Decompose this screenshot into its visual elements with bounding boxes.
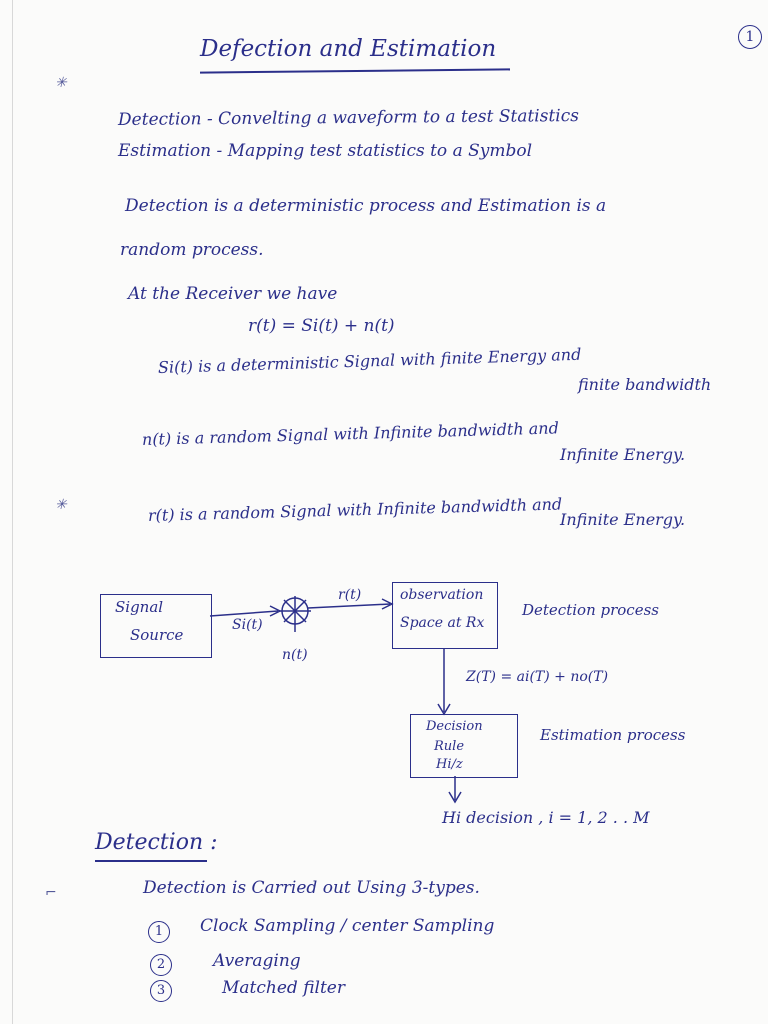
observation-line1: observation: [400, 587, 484, 603]
rt-label: r(t): [338, 587, 362, 603]
margin-star-mark: ✳: [55, 75, 67, 91]
z-equation: Z(T) = ai(T) + no(T): [466, 669, 609, 685]
receiver-equation: r(t) = Si(t) + n(t): [248, 316, 395, 336]
nt-label: n(t): [282, 647, 308, 663]
detection-definition: Detection - Convelting a waveform to a test Statistics: [117, 105, 580, 131]
detection-heading: Detection :: [95, 830, 218, 855]
detection-item-1: Clock Sampling / center Sampling: [200, 916, 495, 936]
rt-description-line1: r(t) is a random Signal with Infinite bandwidth and: [147, 494, 563, 525]
margin-tick-mark: ⌐: [45, 885, 57, 901]
si-description-line1: Si(t) is a deterministic Signal with finite Energy and: [157, 344, 582, 377]
estimation-process-label: Estimation process: [540, 726, 686, 744]
rt-description-line2: Infinite Energy.: [560, 510, 686, 529]
si-description-line2: finite bandwidth: [578, 375, 712, 394]
signal-source-line1: Signal: [115, 598, 164, 616]
process-statement-line1: Detection is a deterministic process and Estimation is a: [125, 196, 607, 216]
detection-process-label: Detection process: [522, 601, 659, 619]
page-title: Defection and Estimation: [200, 36, 497, 62]
margin-star-mark: ✳: [55, 497, 67, 513]
si-arrow-line: [210, 611, 278, 616]
process-statement-line2: random process.: [120, 240, 264, 260]
item-number-badge: 3: [150, 980, 172, 1002]
decision-rule-line2: Rule: [434, 739, 465, 754]
item-number-badge: 2: [150, 954, 172, 976]
nt-description-line2: Infinite Energy.: [560, 445, 686, 464]
observation-line2: Space at Rx: [400, 615, 485, 631]
receiver-intro: At the Receiver we have: [128, 284, 338, 304]
decision-rule-line1: Decision: [426, 719, 483, 734]
detection-intro: Detection is Carried out Using 3-types.: [143, 878, 480, 898]
detection-item-3: Matched filter: [222, 978, 345, 998]
signal-source-line2: Source: [130, 626, 184, 644]
page-number-badge: 1: [738, 25, 762, 49]
detection-heading-underline: [95, 860, 207, 862]
estimation-definition: Estimation - Mapping test statistics to a Symbol: [118, 141, 533, 161]
item-number-badge: 1: [148, 921, 170, 943]
detection-item-2: Averaging: [213, 951, 301, 971]
nt-description-line1: n(t) is a random Signal with Infinite bandwidth and: [141, 418, 560, 449]
decision-rule-line3: Hi/z: [436, 757, 463, 772]
si-label: Si(t): [232, 617, 263, 633]
rt-arrow-line: [308, 604, 390, 608]
hi-decision-label: Hi decision , i = 1, 2 . . M: [442, 808, 650, 827]
